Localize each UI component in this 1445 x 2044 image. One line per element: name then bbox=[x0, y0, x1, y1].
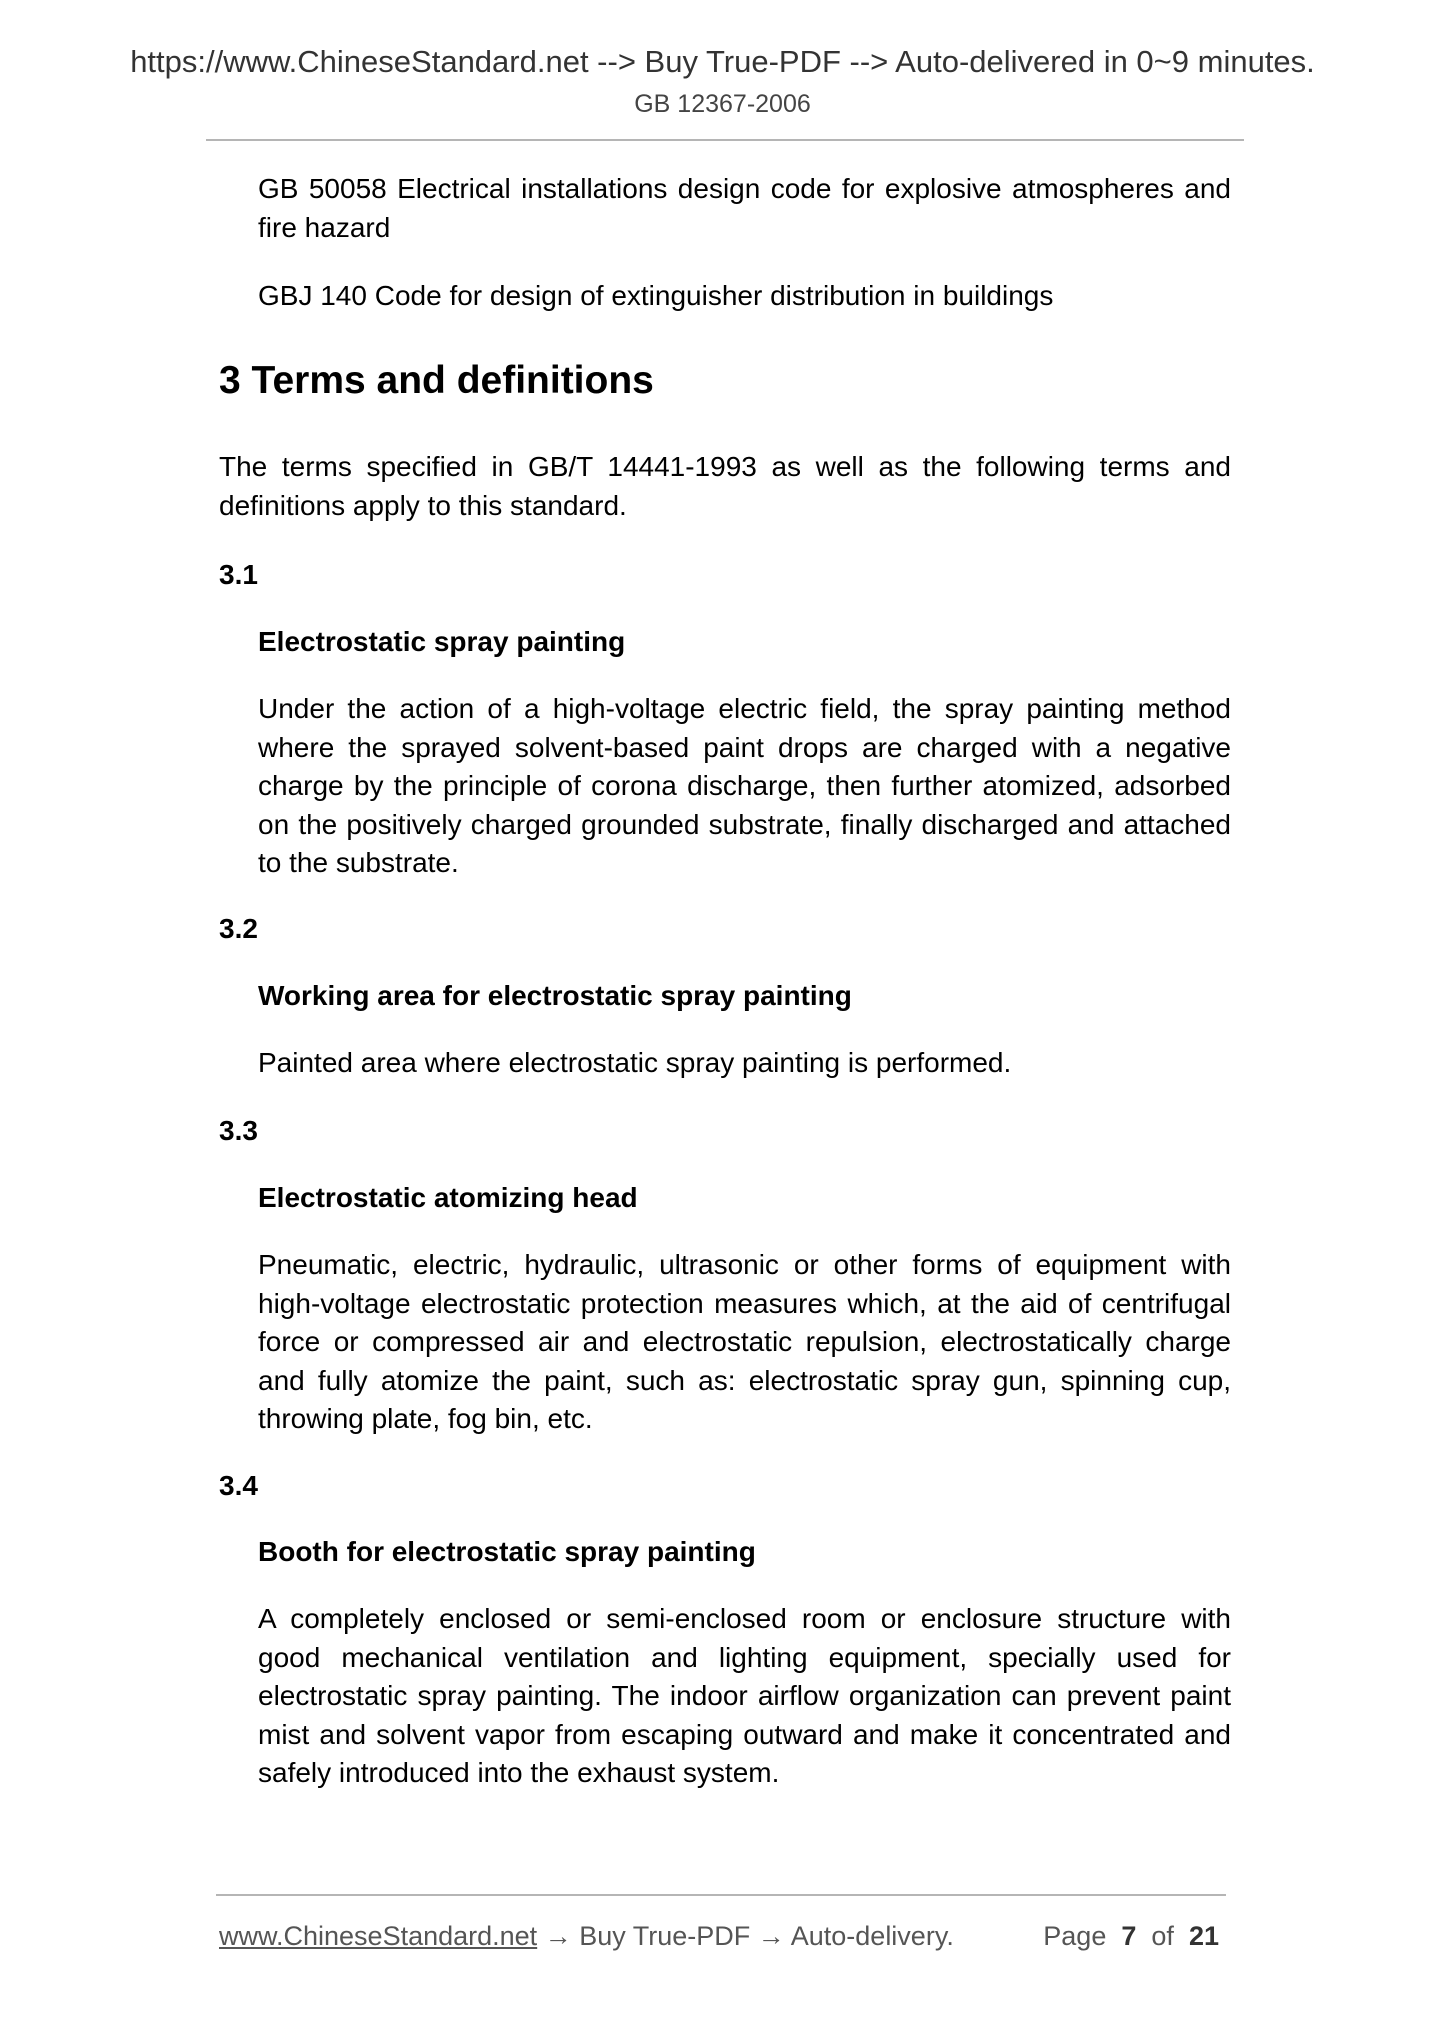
footer-divider bbox=[216, 1894, 1226, 1896]
section-intro: The terms specified in GB/T 14441-1993 as well as the following terms and definitions apply to this standard. bbox=[219, 451, 1231, 521]
header-banner[interactable]: https://www.ChineseStandard.net --> Buy True-PDF --> Auto-delivered in 0~9 minutes. bbox=[130, 44, 1315, 79]
reference-gbj-140: GBJ 140 Code for design of extinguisher distribution in buildings bbox=[258, 280, 1054, 311]
term-title: Working area for electrostatic spray painting bbox=[258, 980, 852, 1011]
footer-tagline: → Buy True-PDF → Auto-delivery. bbox=[537, 1921, 954, 1951]
term-number: 3.1 bbox=[219, 559, 258, 590]
term-number: 3.4 bbox=[219, 1470, 258, 1501]
page-label: Page bbox=[1043, 1921, 1107, 1951]
page-current: 7 bbox=[1121, 1921, 1137, 1951]
term-title: Electrostatic atomizing head bbox=[258, 1182, 638, 1213]
page-indicator bbox=[1043, 1916, 1219, 1956]
term-definition: Pneumatic, electric, hydraulic, ultrasonic or other forms of equipment with high-voltage electrostatic protection measures which, at the aid of centrifugal force or compressed air and electrostatic repulsion, electrostatically charge and fully atomize the paint, such as: electrostatic spray gun, spinning cup, throwing plate, fog bin, etc. bbox=[258, 1249, 1231, 1434]
document-code: GB 12367-2006 bbox=[634, 90, 811, 118]
header-divider bbox=[206, 139, 1244, 141]
term-definition: A completely enclosed or semi-enclosed room or enclosure structure with good mechanical ventilation and lighting equipment, specially used for electrostatic spray painting. The indoor airflow organization can prevent paint mist and solvent vapor from escaping outward and make it concentrated and safely introduced into the exhaust system. bbox=[258, 1603, 1231, 1788]
footer-promo bbox=[219, 1916, 954, 1956]
section-title: 3 Terms and definitions bbox=[219, 359, 654, 402]
term-title: Booth for electrostatic spray painting bbox=[258, 1536, 756, 1567]
term-number: 3.3 bbox=[219, 1115, 258, 1146]
footer-site-link[interactable]: www.ChineseStandard.net bbox=[219, 1921, 538, 1951]
reference-gb-50058: GB 50058 Electrical installations design code for explosive atmospheres and fire hazard bbox=[258, 173, 1231, 243]
page-footer bbox=[219, 1916, 1231, 1956]
term-definition: Under the action of a high-voltage electric field, the spray painting method where the sprayed solvent-based paint drops are charged with a negative charge by the principle of corona discharge, then further atomized, adsorbed on the positively charged grounded substrate, finally discharged and attached to the substrate. bbox=[258, 693, 1231, 878]
page-of-label: of bbox=[1151, 1921, 1174, 1951]
term-number: 3.2 bbox=[219, 913, 258, 944]
term-title: Electrostatic spray painting bbox=[258, 626, 626, 657]
term-definition: Painted area where electrostatic spray painting is performed. bbox=[258, 1047, 1012, 1078]
page-total: 21 bbox=[1188, 1921, 1219, 1951]
